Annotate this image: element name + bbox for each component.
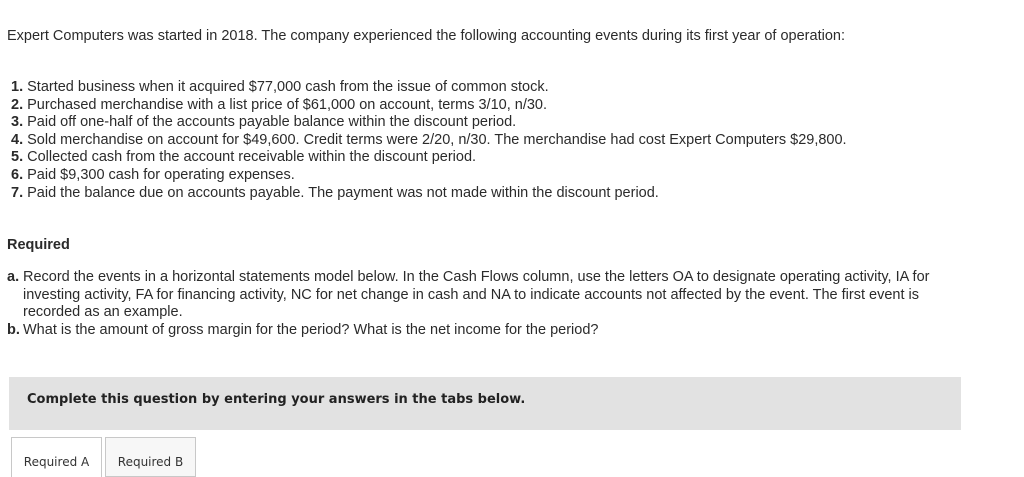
event-text: Paid $9,300 cash for operating expenses. [27, 166, 295, 183]
event-text: Sold merchandise on account for $49,600. Credit terms were 2/20, n/30. The merchandise had cost Expert Computers $29,800. [27, 131, 847, 148]
event-number: 2. [11, 96, 24, 113]
events-list [11, 79, 847, 202]
event-item [11, 79, 847, 97]
banner-text: Complete this question by entering your answers in the tabs below. [27, 392, 526, 407]
intro-text: Expert Computers was started in 2018. The company experienced the following accounting events during its first year of operation: [7, 28, 845, 44]
required-text: Record the events in a horizontal statements model below. In the Cash Flows column, use the letters OA to designate operating activity, IA for investing activity, FA for financing activity, NC for net change in cash and NA to indicate accounts not affected by the event. The first event is recorded as an example. [23, 269, 930, 321]
required-letter: b. [7, 321, 20, 338]
required-letter: a. [7, 269, 20, 285]
required-item [7, 269, 937, 322]
event-item [11, 149, 847, 167]
required-text: What is the amount of gross margin for the period? What is the net income for the period? [23, 321, 599, 338]
tab-required-b[interactable]: Required B [105, 437, 196, 477]
event-item [11, 132, 847, 150]
event-text: Collected cash from the account receivable within the discount period. [27, 149, 477, 166]
tab-required-a[interactable]: Required A [11, 437, 102, 477]
event-number: 1. [11, 79, 24, 95]
event-item [11, 167, 847, 185]
event-number: 7. [11, 184, 24, 201]
event-text: Purchased merchandise with a list price of $61,000 on account, terms 3/10, n/30. [27, 96, 548, 113]
instruction-banner [9, 377, 961, 430]
event-item [11, 185, 847, 203]
required-list [7, 269, 937, 339]
event-item [11, 114, 847, 132]
event-text: Started business when it acquired $77,000 cash from the issue of common stock. [27, 79, 549, 95]
event-number: 5. [11, 149, 24, 166]
event-number: 6. [11, 166, 24, 183]
event-item [11, 97, 847, 115]
required-heading: Required [7, 237, 70, 253]
event-number: 4. [11, 131, 24, 148]
event-text: Paid off one-half of the accounts payable balance within the discount period. [27, 114, 517, 131]
required-item [7, 322, 937, 340]
event-number: 3. [11, 114, 24, 131]
event-text: Paid the balance due on accounts payable. The payment was not made within the discount period. [27, 184, 659, 201]
